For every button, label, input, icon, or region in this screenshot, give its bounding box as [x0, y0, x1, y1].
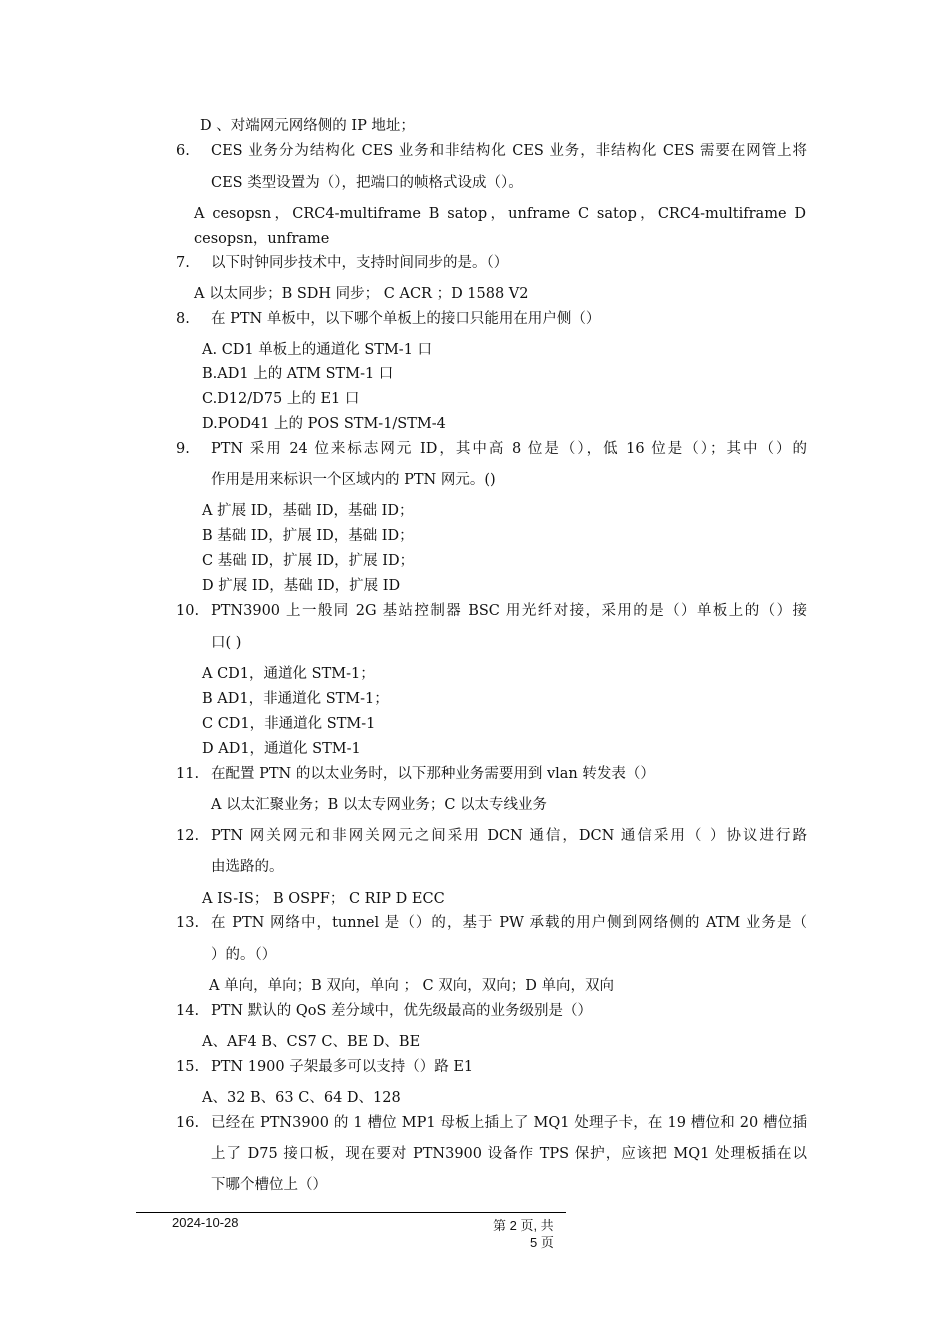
question-number: 14. [176, 1003, 200, 1019]
option-line: A 扩展 ID，基础 ID，基础 ID； [202, 503, 414, 519]
question-number: 6. [176, 143, 190, 159]
question-text: 作用是用来标识一个区域内的 PTN 网元。() [211, 472, 496, 488]
question-text: 口( ) [211, 635, 242, 651]
question-number: 8. [176, 311, 190, 327]
question-text: 上了 D75 接口板，现在要对 PTN3900 设备作 TPS 保护，应该把 MQ1 处理板插在以 [211, 1146, 807, 1162]
option-line: A、AF4 B、CS7 C、BE D、BE [202, 1034, 421, 1050]
question-number: 7. [176, 255, 190, 271]
question-text: PTN 采用 24 位来标志网元 ID，其中高 8 位是（），低 16 位是（）；其中（）的 [211, 441, 807, 457]
option-line: D 、对端网元网络侧的 IP 地址； [200, 118, 415, 134]
option-line: A 以太汇聚业务；B 以太专网业务；C 以太专线业务 [211, 797, 548, 813]
option-line: A 以太同步；B SDH 同步； C ACR ；D 1588 V2 [194, 286, 529, 302]
option-line: A IS-IS； B OSPF； C RIP D ECC [202, 891, 445, 907]
option-line: A 单向，单向；B 双向，单向 ； C 双向，双向；D 单向，双向 [209, 978, 614, 994]
footer-page-number: 第 2 页, 共 [493, 1218, 554, 1233]
question-text: 在 PTN 单板中，以下哪个单板上的接口只能用在用户侧（） [211, 311, 601, 327]
question-text: 已经在 PTN3900 的 1 槽位 MP1 母板上插上了 MQ1 处理子卡，在 19 槽位和 20 槽位插 [211, 1115, 807, 1131]
question-text: CES 类型设置为（），把端口的帧格式设成（）。 [211, 175, 523, 191]
question-text: PTN3900 上一般同 2G 基站控制器 BSC 用光纤对接，采用的是（）单板上的（）接 [211, 603, 807, 619]
question-number: 16. [176, 1115, 200, 1131]
question-text: 在配置 PTN 的以太业务时，以下那种业务需要用到 vlan 转发表（） [211, 766, 655, 782]
option-line: C CD1，非通道化 STM-1 [202, 716, 376, 732]
question-number: 11. [176, 766, 200, 782]
question-text: PTN 网关网元和非网关网元之间采用 DCN 通信，DCN 通信采用（ ）协议进行路 [211, 828, 807, 844]
option-line: C.D12/D75 上的 E1 口 [202, 391, 360, 407]
question-number: 10. [176, 603, 200, 619]
question-text: 由选路的。 [211, 859, 284, 875]
question-text: ）的。（） [211, 947, 277, 963]
question-number: 12. [176, 828, 200, 844]
question-text: PTN 1900 子架最多可以支持（）路 E1 [211, 1059, 474, 1075]
option-line: B.AD1 上的 ATM STM-1 口 [202, 366, 394, 382]
option-line: D 扩展 ID，基础 ID，扩展 ID [202, 578, 401, 594]
footer-divider [136, 1212, 566, 1213]
option-line: D AD1，通道化 STM-1 [202, 741, 361, 757]
option-line: A cesopsn，CRC4-multiframe B satop，unframe C satop，CRC4-multiframe D [194, 206, 806, 222]
option-line: A CD1，通道化 STM-1； [202, 666, 375, 682]
question-text: 以下时钟同步技术中，支持时间同步的是。（） [211, 255, 509, 271]
option-line: D.POD41 上的 POS STM-1/STM-4 [202, 416, 446, 432]
footer-page-total: 5 页 [530, 1235, 554, 1250]
question-text: CES 业务分为结构化 CES 业务和非结构化 CES 业务，非结构化 CES 需要在网管上将 [211, 143, 807, 159]
question-text: 在 PTN 网络中，tunnel 是（）的，基于 PW 承载的用户侧到网络侧的 ATM 业务是（ [211, 915, 807, 931]
footer-date: 2024-10-28 [172, 1215, 239, 1230]
option-line: A. CD1 单板上的通道化 STM-1 口 [202, 342, 433, 358]
question-text: PTN 默认的 QoS 差分域中，优先级最高的业务级别是（） [211, 1003, 592, 1019]
option-line: cesopsn，unframe [194, 231, 330, 247]
question-text: 下哪个槽位上（） [211, 1177, 327, 1193]
option-line: B AD1，非通道化 STM-1； [202, 691, 389, 707]
option-line: A、32 B、63 C、64 D、128 [202, 1090, 401, 1106]
question-number: 15. [176, 1059, 200, 1075]
question-number: 9. [176, 441, 190, 457]
question-number: 13. [176, 915, 200, 931]
option-line: C 基础 ID，扩展 ID，扩展 ID； [202, 553, 415, 569]
option-line: B 基础 ID，扩展 ID，基础 ID； [202, 528, 414, 544]
